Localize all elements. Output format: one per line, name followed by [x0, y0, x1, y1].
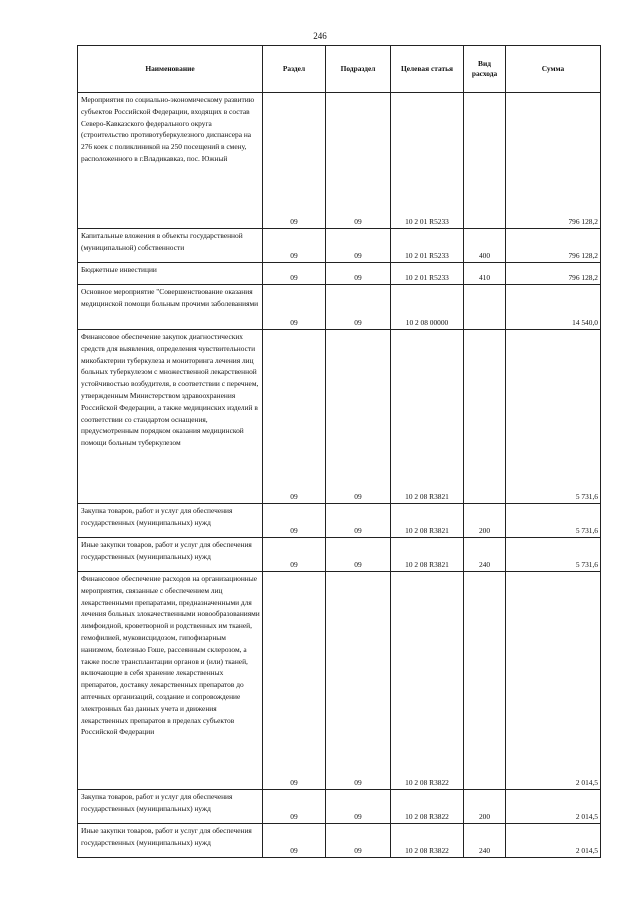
row-name: Закупка товаров, работ и услуг для обеспечения государственных (муниципальных) нужд	[78, 790, 263, 824]
row-sum: 2 014,5	[506, 572, 601, 790]
row-expense-type: 410	[464, 263, 506, 285]
row-target: 10 2 08 00000	[391, 285, 464, 330]
row-expense-type	[464, 93, 506, 229]
budget-table	[77, 45, 601, 858]
row-target: 10 2 01 R5233	[391, 263, 464, 285]
row-sum: 5 731,6	[506, 504, 601, 538]
row-section: 09	[263, 285, 326, 330]
row-subsection: 09	[326, 285, 391, 330]
table-row	[78, 824, 601, 858]
row-expense-type: 240	[464, 538, 506, 572]
row-section: 09	[263, 824, 326, 858]
row-section: 09	[263, 504, 326, 538]
row-target: 10 2 08 R3822	[391, 790, 464, 824]
row-subsection: 09	[326, 504, 391, 538]
row-name: Иные закупки товаров, работ и услуг для обеспечения государственных (муниципальных) нужд	[78, 824, 263, 858]
table-header-row	[78, 46, 601, 93]
row-target: 10 2 08 R3822	[391, 572, 464, 790]
row-subsection: 09	[326, 790, 391, 824]
row-sum: 2 014,5	[506, 790, 601, 824]
row-expense-type: 200	[464, 504, 506, 538]
row-subsection: 09	[326, 263, 391, 285]
table-row	[78, 263, 601, 285]
row-sum: 796 128,2	[506, 263, 601, 285]
header-section: Раздел	[263, 46, 326, 93]
table-row	[78, 93, 601, 229]
row-subsection: 09	[326, 229, 391, 263]
table-row	[78, 538, 601, 572]
row-name: Капитальные вложения в объекты государственной (муниципальной) собственности	[78, 229, 263, 263]
row-section: 09	[263, 93, 326, 229]
row-section: 09	[263, 538, 326, 572]
row-name: Основное мероприятие "Совершенствование оказания медицинской помощи больным прочими заболеваниями	[78, 285, 263, 330]
row-section: 09	[263, 572, 326, 790]
row-subsection: 09	[326, 538, 391, 572]
table-row	[78, 330, 601, 504]
row-target: 10 2 08 R3821	[391, 330, 464, 504]
row-target: 10 2 08 R3821	[391, 538, 464, 572]
row-target: 10 2 08 R3821	[391, 504, 464, 538]
header-name: Наименование	[78, 46, 263, 93]
row-sum: 14 540,0	[506, 285, 601, 330]
row-name: Финансовое обеспечение расходов на организационные мероприятия, связанные с обеспечением лиц лекарственными препаратами, предназначенными для лечения больных злокачественными новообразованиями лимфоидной, кроветворной и родственных им тканей, гемофилией, муковисцидозом, гипофизарным нанизмом, болезнью Гоше, рассеянным склерозом, а также после трансплантации органов и (или) тканей, включающие в себя хранение лекарственных препаратов, доставку лекарственных препаратов до аптечных организаций, создание и сопровождение электронных баз данных учета и движения лекарственных препаратов в пределах субъектов Российской Федерации	[78, 572, 263, 790]
header-target: Целевая статья	[391, 46, 464, 93]
row-name: Иные закупки товаров, работ и услуг для обеспечения государственных (муниципальных) нужд	[78, 538, 263, 572]
table-row	[78, 572, 601, 790]
row-expense-type: 240	[464, 824, 506, 858]
row-sum: 796 128,2	[506, 229, 601, 263]
row-section: 09	[263, 330, 326, 504]
row-expense-type: 200	[464, 790, 506, 824]
header-sum: Сумма	[506, 46, 601, 93]
row-subsection: 09	[326, 572, 391, 790]
row-name: Бюджетные инвестиции	[78, 263, 263, 285]
header-subsection: Подраздел	[326, 46, 391, 93]
row-expense-type	[464, 572, 506, 790]
row-target: 10 2 08 R3822	[391, 824, 464, 858]
row-target: 10 2 01 R5233	[391, 229, 464, 263]
row-section: 09	[263, 229, 326, 263]
row-sum: 796 128,2	[506, 93, 601, 229]
row-section: 09	[263, 263, 326, 285]
table-row	[78, 229, 601, 263]
row-subsection: 09	[326, 330, 391, 504]
row-name: Мероприятия по социально-экономическому развитию субъектов Российской Федерации, входящих в состав Северо-Кавказского федерального округа (строительство противотуберкулезного диспансера на 276 коек с поликлиникой на 250 посещений в смену, расположенного в г.Владикавказ, пос. Южный	[78, 93, 263, 229]
row-subsection: 09	[326, 93, 391, 229]
row-name: Финансовое обеспечение закупок диагностических средств для выявления, определения чувствительности микобактерии туберкулеза и мониторинга лечения лиц больных туберкулезом с множественной лекарственной устойчивостью возбудителя, в соответствии с перечнем, утвержденным Министерством здравоохранения Российской Федерации, а также медицинских изделий в соответствии со стандартом оснащения, предусмотренным порядком оказания медицинской помощи больным туберкулезом	[78, 330, 263, 504]
row-name: Закупка товаров, работ и услуг для обеспечения государственных (муниципальных) нужд	[78, 504, 263, 538]
header-expense-type: Вид расхода	[464, 46, 506, 93]
row-subsection: 09	[326, 824, 391, 858]
row-target: 10 2 01 R5233	[391, 93, 464, 229]
table-row	[78, 790, 601, 824]
table-row	[78, 504, 601, 538]
row-sum: 2 014,5	[506, 824, 601, 858]
row-expense-type	[464, 285, 506, 330]
page-number: 246	[313, 31, 327, 41]
row-expense-type	[464, 330, 506, 504]
row-expense-type: 400	[464, 229, 506, 263]
row-sum: 5 731,6	[506, 538, 601, 572]
table-row	[78, 285, 601, 330]
row-section: 09	[263, 790, 326, 824]
row-sum: 5 731,6	[506, 330, 601, 504]
